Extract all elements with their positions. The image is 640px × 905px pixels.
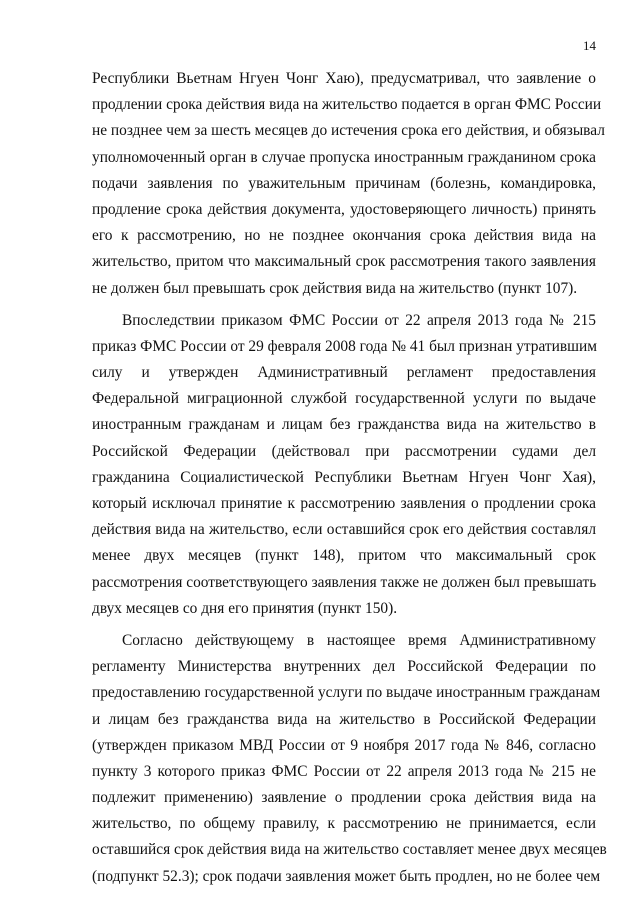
- text-line: который исключал принятие к рассмотрению заявления о продлении срока: [92, 495, 596, 512]
- text-line: оставшийся срок действия вида на жительство составляет менее двух месяцев: [92, 841, 607, 859]
- document-body: [92, 66, 607, 890]
- text-line: его к рассмотрению, но не позднее окончания срока действия вида на: [92, 227, 596, 245]
- text-line: рассмотрения соответствующего заявления также не должен был превышать: [92, 573, 597, 591]
- text-line: Российской Федерации (действовал при рассмотрении судами дел: [92, 442, 596, 460]
- text-line: иностранным гражданам и лицам без гражданства вида на жительство в: [92, 416, 596, 434]
- paragraph-3: [92, 628, 607, 890]
- text-line: и лицам без гражданства вида на жительство в Российской Федерации: [92, 710, 596, 728]
- text-line: не должен был превышать срок действия вида на жительство (пункт 107).: [92, 279, 578, 297]
- text-line: менее двух месяцев (пункт 148), притом что максимальный срок: [92, 547, 596, 565]
- text-line: действия вида на жительство, если оставшийся срок его действия составлял: [92, 521, 596, 539]
- text-line: Республики Вьетнам Нгуен Чонг Хаю), предусматривал, что заявление о: [92, 70, 596, 87]
- text-line: (утвержден приказом МВД России от 9 ноября 2017 года № 846, согласно: [92, 736, 596, 754]
- text-line: пункту 3 которого приказ ФМС России от 22 апреля 2013 года № 215 не: [92, 762, 596, 780]
- text-line: предоставлению государственной услуги по выдаче иностранным гражданам: [92, 684, 601, 702]
- paragraph-2: [92, 308, 596, 622]
- text-line: (подпункт 52.3); срок подачи заявления может быть продлен, но не более чем: [92, 867, 601, 885]
- text-line: Федеральной миграционной службой государственной услуги по выдаче: [92, 390, 596, 408]
- text-line: приказ ФМС России от 29 февраля 2008 года № 41 был признан утратившим: [92, 337, 597, 355]
- text-line: Согласно действующему в настоящее время Административному: [122, 631, 596, 649]
- text-line: регламенту Министерства внутренних дел Российской Федерации по: [92, 658, 596, 676]
- text-line: жительство, притом что максимальный срок рассмотрения такого заявления: [92, 253, 596, 271]
- text-line: двух месяцев со дня его принятия (пункт 150).: [92, 599, 398, 617]
- text-line: гражданина Социалистической Республики Вьетнам Нгуен Чонг Хая),: [92, 468, 596, 486]
- text-line: подачи заявления по уважительным причинам (болезнь, командировка,: [92, 174, 596, 192]
- paragraph-1: [92, 66, 605, 302]
- text-line: не позднее чем за шесть месяцев до истечения срока его действия, и обязывал: [92, 122, 605, 140]
- text-line: Впоследствии приказом ФМС России от 22 апреля 2013 года № 215: [122, 311, 596, 329]
- text-line: продлении срока действия вида на жительство подается в орган ФМС России: [92, 96, 602, 114]
- text-line: силу и утвержден Административный регламент предоставления: [92, 364, 596, 382]
- text-line: жительство, по общему правилу, к рассмотрению не принимается, если: [92, 815, 596, 833]
- text-line: подлежит применению) заявление о продлении срока действия вида на: [92, 789, 596, 807]
- text-line: уполномоченный орган в случае пропуска иностранным гражданином срока: [92, 148, 596, 166]
- page-number: 14: [583, 38, 596, 53]
- text-line: продление срока действия документа, удостоверяющего личность) принять: [92, 200, 596, 218]
